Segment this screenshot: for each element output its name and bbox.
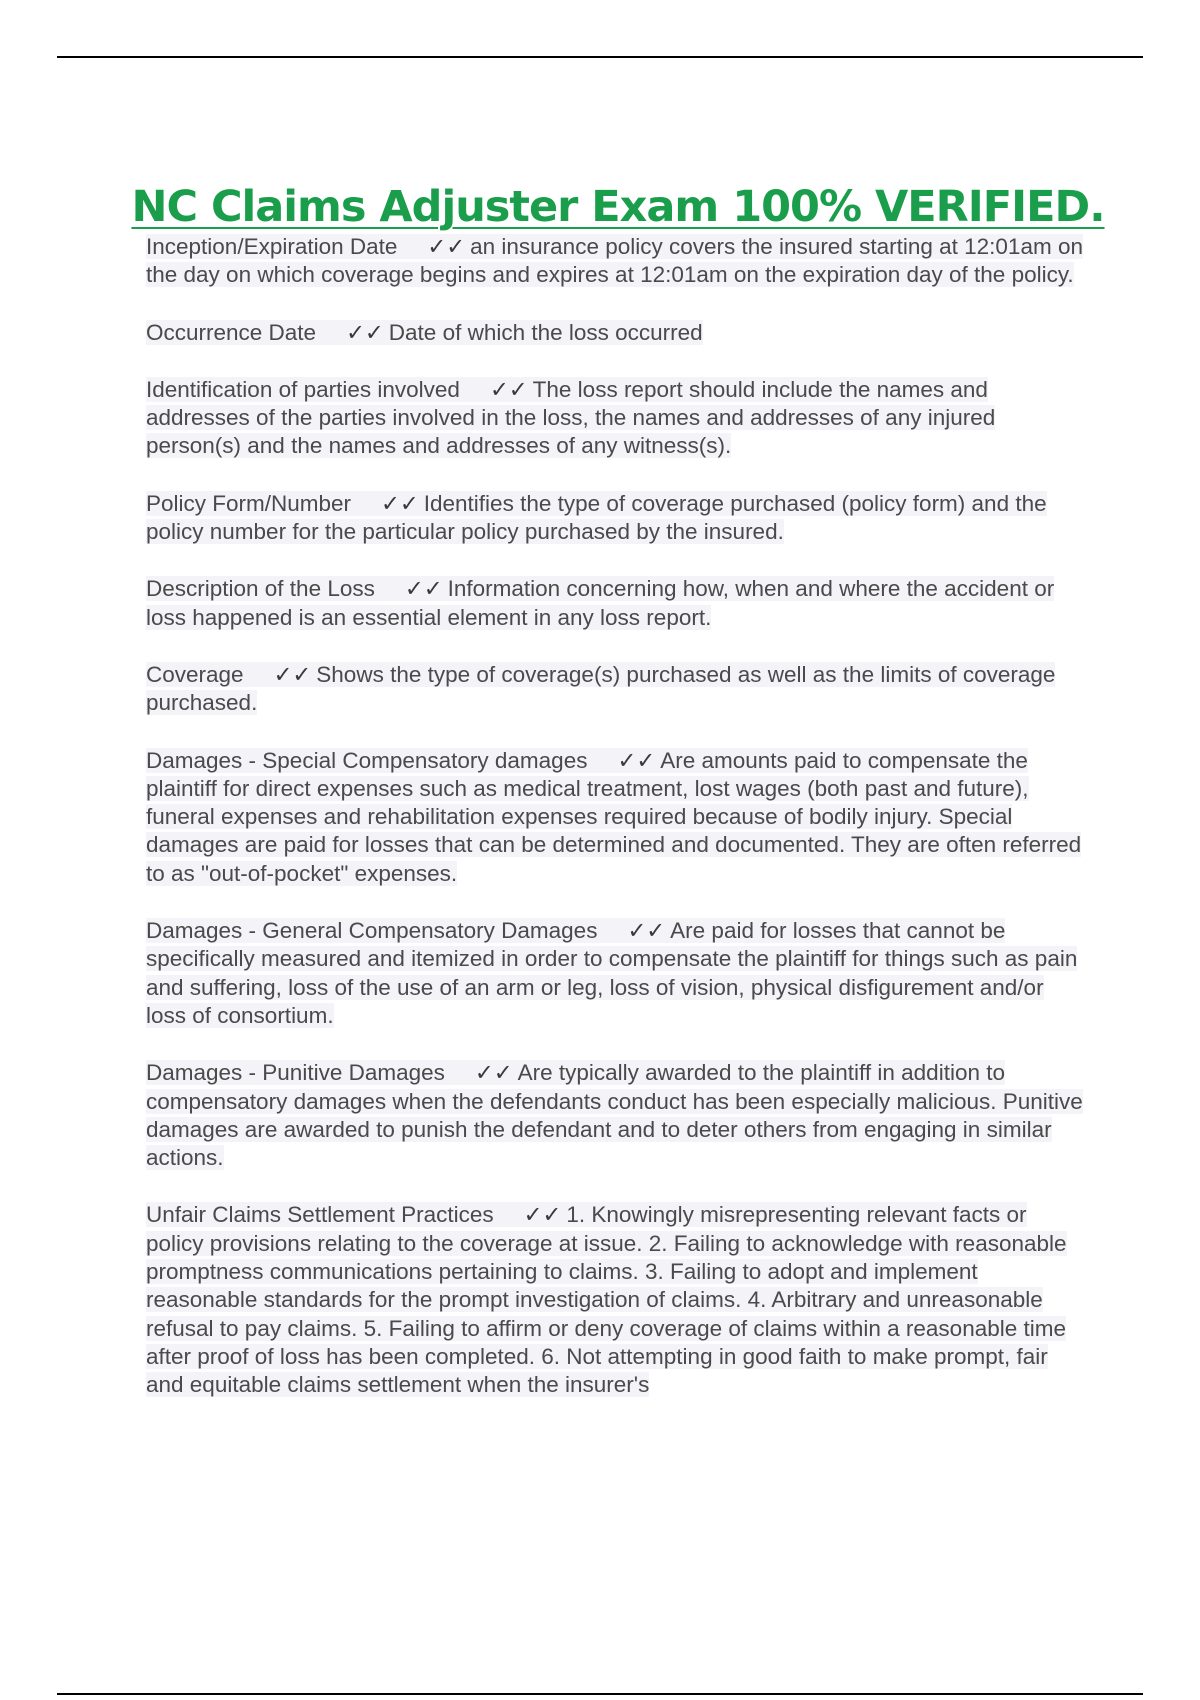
entry-general-compensatory-damages [146, 917, 1086, 1030]
entry-term: Description of the Loss [146, 576, 375, 602]
entry-term: Damages - Special Compensatory damages [146, 747, 588, 773]
entry-identification-of-parties [146, 376, 1086, 461]
page-title-text: NC Claims Adjuster Exam 100% VERIFIED. [131, 181, 1105, 232]
entry-definition: an insurance policy covers the insured starting at 12:01am on the day on which coverage begins and expires at 12:01am on the expiration day of the policy. [146, 234, 1083, 288]
page-title [0, 179, 1200, 235]
entry-term: Identification of parties involved [146, 376, 460, 402]
entry-definition: The loss report should include the names and addresses of the parties involved in the loss, the names and addresses of any injured person(s) and the names and addresses of any witness(s). [146, 376, 996, 459]
double-check-icon: ✓✓ [404, 576, 443, 602]
entry-definition: 1. Knowingly misrepresenting relevant facts or policy provisions relating to the coverage at issue. 2. Failing to acknowledge with reasonable promptness communications pertaining to claims. 3. Failing to adopt and implement reasonable standards for the prompt investigation of claims. 4. Arbitrary and unreasonable refusal to pay claims. 5. Failing to affirm or deny coverage of claims within a reasonable time after proof of loss has been completed. 6. Not attempting in good faith to make prompt, fair and equitable claims settlement when the insurer's [146, 1202, 1067, 1398]
entry-definition: Are typically awarded to the plaintiff in addition to compensatory damages when the defendants conduct has been especially malicious. Punitive damages are awarded to punish the defendant and to deter others from engaging in similar actions. [146, 1060, 1083, 1171]
entry-term: Damages - Punitive Damages [146, 1060, 445, 1086]
double-check-icon: ✓✓ [427, 234, 466, 259]
footer-rule [57, 1693, 1143, 1695]
double-check-icon: ✓✓ [523, 1202, 562, 1228]
entry-term: Coverage [146, 661, 244, 687]
double-check-icon: ✓✓ [273, 661, 312, 687]
double-check-icon: ✓✓ [346, 319, 384, 345]
entry-term: Policy Form/Number [146, 490, 352, 516]
entry-special-compensatory-damages [146, 747, 1086, 888]
entry-definition: Are amounts paid to compensate the plaintiff for direct expenses such as medical treatment, lost wages (both past and future), funeral expenses and rehabilitation expenses required because of bodily injury. Special damages are paid for losses that can be determined and documented. They are often referred to as "out-of-pocket" expenses. [146, 747, 1082, 886]
entry-policy-form-number [146, 490, 1086, 547]
double-check-icon: ✓✓ [617, 747, 656, 773]
header-rule [57, 56, 1143, 58]
double-check-icon: ✓✓ [474, 1060, 513, 1086]
entry-list [146, 233, 1086, 1429]
entry-occurrence-date [146, 319, 1086, 347]
entry-term: Unfair Claims Settlement Practices [146, 1202, 494, 1228]
double-check-icon: ✓✓ [381, 490, 419, 516]
entry-inception-expiration-date [146, 233, 1086, 290]
entry-definition: Date of which the loss occurred [388, 319, 703, 345]
entry-definition: Are paid for losses that cannot be specifically measured and itemized in order to compensate the plaintiff for things such as pain and suffering, loss of the use of an arm or leg, loss of vision, physical disfigurement and/or loss of consortium. [146, 918, 1078, 1028]
entry-description-of-loss [146, 575, 1086, 632]
entry-definition: Identifies the type of coverage purchased (policy form) and the policy number for the particular policy purchased by the insured. [146, 490, 1047, 545]
double-check-icon: ✓✓ [489, 376, 528, 402]
entry-punitive-damages [146, 1059, 1086, 1172]
entry-term: Inception/Expiration Date [146, 234, 398, 259]
entry-unfair-claims-settlement-practices [146, 1201, 1086, 1399]
entry-definition: Information concerning how, when and where the accident or loss happened is an essential element in any loss report. [146, 576, 1055, 630]
double-check-icon: ✓✓ [627, 918, 666, 944]
entry-term: Damages - General Compensatory Damages [146, 918, 598, 944]
entry-definition: Shows the type of coverage(s) purchased as well as the limits of coverage purchased. [146, 661, 1056, 716]
entry-term: Occurrence Date [146, 319, 317, 345]
entry-coverage [146, 661, 1086, 718]
